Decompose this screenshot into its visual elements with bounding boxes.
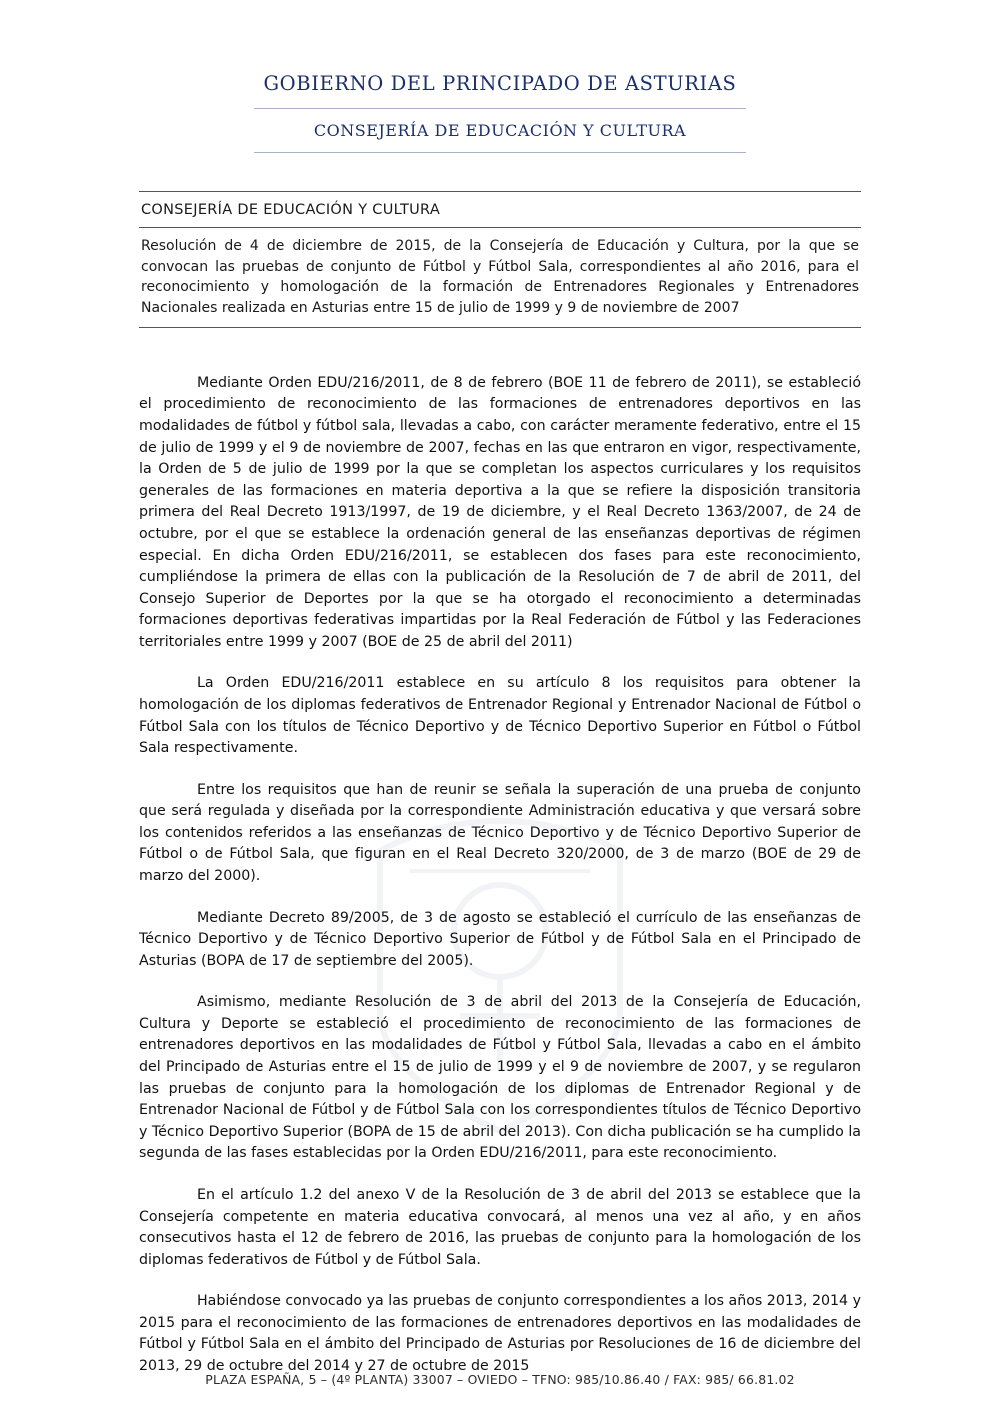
body-paragraph: Habiéndose convocado ya las pruebas de conjunto correspondientes a los años 2013, 2014 y 2015 para el reconocimiento de las formaciones de entrenadores deportivos en las modalidades de Fútbol y Fútbol Sala en el ámbito del Principado de Asturias por Resoluciones de 16 de diciembre del 2013, 29 de octubre del 2014 y 27 de octubre de 2015 [139,1293,861,1374]
body-paragraph: En el artículo 1.2 del anexo V de la Resolución de 3 de abril del 2013 se establece que la Consejería competente en materia educativa convocará, al menos una vez al año, y en años consecutivos hasta el 12 de febrero de 2016, las pruebas de conjunto para la homologación de los diplomas federativos de Fútbol y de Fútbol Sala. [139,1186,861,1268]
document-content [139,191,861,1378]
body-paragraph: La Orden EDU/216/2011 establece en su artículo 8 los requisitos para obtener la homologación de los diplomas federativos de Entrenador Regional y Entrenador Nacional de Fútbol o Fútbol Sala con los títulos de Técnico Deportivo y de Técnico Deportivo Superior en Fútbol o Fútbol Sala respectivamente. [139,675,861,757]
content-divider-bottom [139,327,861,328]
body-paragraph: Mediante Orden EDU/216/2011, de 8 de febrero (BOE 11 de febrero de 2011), se estableció el procedimiento de reconocimiento de las formaciones de entrenadores deportivos en las modalidades de fútbol y fútbol sala, llevadas a cabo, con carácter meramente federativo, entre el 15 de julio de 1999 y el 9 de noviembre de 2007, fechas en las que entraron en vigor, respectivamente, la Orden de 5 de julio de 1999 por la que se completan los aspectos curriculares y los requisitos generales de las formaciones en materia deportiva a la que se refiere la disposición transitoria primera del Real Decreto 1913/1997, de 19 de diciembre, y el Real Decreto 1363/2007, de 24 de octubre, por el que se establece la ordenación general de las enseñanzas deportivas de régimen especial. En dicha Orden EDU/216/2011, se establecen dos fases para este reconocimiento, cumpliéndose la primera de ellas con la publicación de la Resolución de 7 de abril de 2011, del Consejo Superior de Deportes por la que se ha otorgado el reconocimiento a determinadas formaciones deportivas federativas impartidas por la Real Federación de Fútbol y las Federaciones territoriales entre 1999 y 2007 (BOE de 25 de abril del 2011) [139,374,861,650]
organization-title: GOBIERNO DEL PRINCIPADO DE ASTURIAS [263,72,737,95]
body-paragraph: Mediante Decreto 89/2005, de 3 de agosto se estableció el currículo de las enseñanzas de Técnico Deportivo y de Técnico Deportivo Superior de Fútbol y de Fútbol Sala en el Principado de Asturias (BOPA de 17 de septiembre del 2005). [139,909,861,969]
page-footer: PLAZA ESPAÑA, 5 – (4º PLANTA) 33007 – OVIEDO – TFNO: 985/10.86.40 / FAX: 985/ 66.81.02 [205,1372,795,1387]
body-paragraph: Asimismo, mediante Resolución de 3 de abril del 2013 de la Consejería de Educación, Cultura y Deporte se estableció el procedimiento de reconocimiento de las formaciones de entrenadores deportivos en las modalidades de Fútbol y Fútbol Sala, llevadas a cabo en el ámbito del Principado de Asturias entre el 15 de julio de 1999 y el 9 de noviembre de 2007, y se regularon las pruebas de conjunto para la homologación de los diplomas de Entrenador Regional y de Entrenador Nacional de Fútbol y de Fútbol Sala con los correspondientes títulos de Técnico Deportivo y Técnico Deportivo Superior (BOPA de 15 de abril del 2013). Con dicha publicación se ha cumplido la segunda de las fases establecidas por la Orden EDU/216/2011, para este reconocimiento. [139,994,861,1162]
document-body [139,373,861,1378]
body-paragraph: Entre los requisitos que han de reunir se señala la superación de una prueba de conjunto que será regulada y diseñada por la correspondiente Administración educativa y que versará sobre los contenidos referidos a las enseñanzas de Técnico Deportivo y de Técnico Deportivo Superior de Fútbol o de Fútbol Sala, que figuran en el Real Decreto 320/2000, de 3 de marzo (BOE de 29 de marzo del 2000). [139,781,861,885]
header-divider-bottom [254,152,746,153]
section-label: CONSEJERÍA DE EDUCACIÓN Y CULTURA [141,202,441,218]
resolution-summary: Resolución de 4 de diciembre de 2015, de la Consejería de Educación y Cultura, por la que se convocan las pruebas de conjunto de Fútbol y Fútbol Sala, correspondientes al año 2016, para el reconocimiento y homologación de la formación de Entrenadores Regionales y Entrenadores Nacionales realizada en Asturias entre 15 de julio de 1999 y 9 de noviembre de 2007 [141,238,859,317]
document-header [0,0,1000,153]
department-title: CONSEJERÍA DE EDUCACIÓN Y CULTURA [313,121,687,140]
header-divider-top [254,108,746,109]
